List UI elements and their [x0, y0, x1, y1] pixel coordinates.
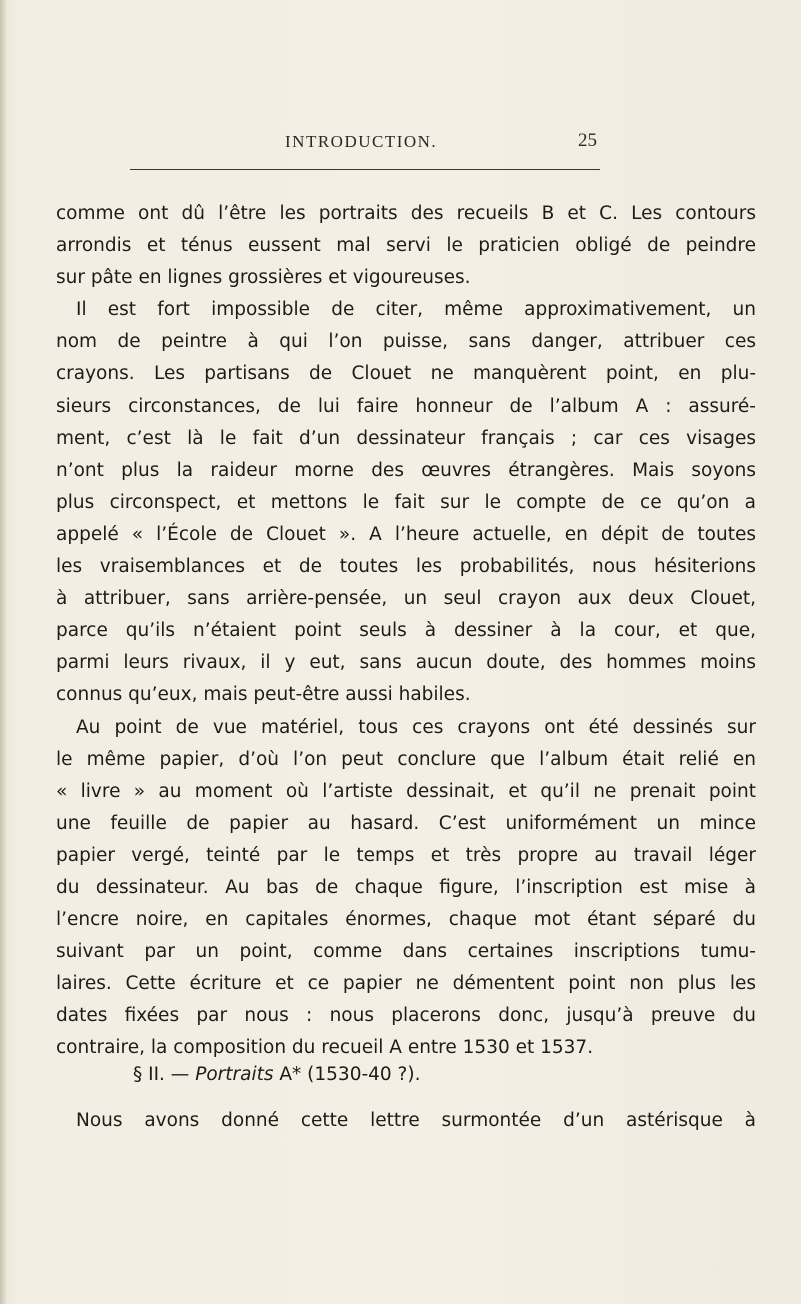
page-header	[150, 128, 750, 158]
page-gutter-edge	[0, 0, 6, 1304]
text-line: nom de peintre à qui l’on puisse, sans danger, attribuer ces	[56, 331, 756, 353]
text-line: à attribuer, sans arrière-pensée, un seul crayon aux deux Clouet,	[56, 588, 756, 610]
text-line: sur pâte en lignes grossières et vigoureuses.	[56, 267, 471, 289]
text-line: du dessinateur. Au bas de chaque figure, l’inscription est mise à	[56, 876, 756, 898]
text-line: dates fixées par nous : nous placerons donc, jusqu’à preuve du	[56, 1005, 756, 1027]
text-line: n’ont plus la raideur morne des œuvres étrangères. Mais soyons	[56, 459, 756, 481]
text-line: arrondis et ténus eussent mal servi le praticien obligé de peindre	[56, 235, 756, 257]
page-number: 25	[578, 130, 597, 151]
header-rule	[130, 169, 600, 170]
text-line: le même papier, d’où l’on peut conclure que l’album était relié en	[56, 748, 756, 770]
text-line: parce qu’ils n’étaient point seuls à dessiner à la cour, et que,	[56, 620, 756, 642]
text-line: laires. Cette écriture et ce papier ne démentent point non plus les	[56, 973, 756, 995]
text-line: suivant par un point, comme dans certaines inscriptions tumu-	[56, 941, 756, 963]
text-line: comme ont dû l’être les portraits des recueils B et C. Les contours	[56, 203, 756, 224]
text-line: les vraisemblances et de toutes les probabilités, nous hésiterions	[56, 556, 756, 578]
running-title: INTRODUCTION.	[285, 132, 438, 151]
section-suffix: A* (1530-40 ?).	[273, 1064, 421, 1085]
text-line: sieurs circonstances, de lui faire honneur de l’album A : assuré-	[56, 395, 756, 417]
text-line: l’encre noire, en capitales énormes, chaque mot étant séparé du	[56, 909, 756, 931]
text-line: ment, c’est là le fait d’un dessinateur français ; car ces visages	[56, 427, 756, 449]
section-title: Portraits	[195, 1064, 274, 1085]
text-line: connus qu’eux, mais peut-être aussi habiles.	[56, 684, 471, 706]
text-line: contraire, la composition du recueil A entre 1530 et 1537.	[56, 1037, 594, 1059]
text-line: appelé « l’École de Clouet ». A l’heure actuelle, en dépit de toutes	[56, 523, 756, 545]
text-line: parmi leurs rivaux, il y eut, sans aucun doute, des hommes moins	[56, 652, 756, 674]
text-line: Au point de vue matériel, tous ces crayons ont été dessinés sur	[76, 716, 756, 738]
section-prefix: § II. —	[133, 1064, 196, 1085]
text-line: papier vergé, teinté par le temps et très propre au travail léger	[56, 844, 756, 866]
body-text	[56, 198, 756, 1065]
text-line: plus circonspect, et mettons le fait sur le compte de ce qu’on a	[56, 491, 756, 513]
text-line: « livre » au moment où l’artiste dessinait, et qu’il ne prenait point	[56, 780, 756, 802]
text-line: crayons. Les partisans de Clouet ne manquèrent point, en plu-	[56, 363, 756, 385]
text-line: Il est fort impossible de citer, même approximativement, un	[76, 299, 756, 321]
text-line: une feuille de papier au hasard. C’est uniformément un mince	[56, 812, 756, 834]
section-heading	[133, 1064, 420, 1085]
text-line: Nous avons donné cette lettre surmontée d’un astérisque à	[76, 1110, 756, 1131]
